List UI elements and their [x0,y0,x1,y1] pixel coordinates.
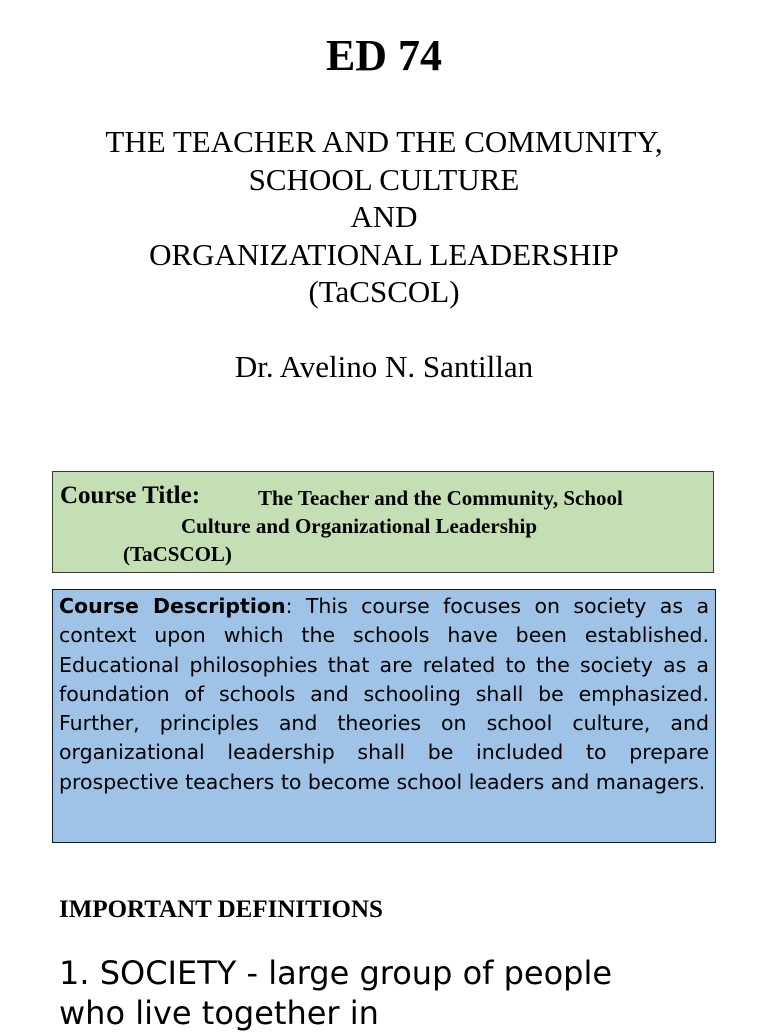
course-name-line: THE TEACHER AND THE COMMUNITY, [105,124,663,159]
author-name: Dr. Avelino N. Santillan [234,349,534,384]
course-title-line: Culture and Organizational Leadership [181,514,538,538]
definitions-heading: IMPORTANT DEFINITIONS [59,896,383,923]
course-name-abbreviation: (TaCSCOL) [308,274,460,309]
course-name-line: ORGANIZATIONAL LEADERSHIP [149,236,619,272]
course-title-line: The Teacher and the Community, School [258,486,623,510]
course-title-label: Course Title: [60,482,201,509]
course-code-title: ED 74 [325,31,443,80]
definition-item-society: 1. SOCIETY - large group of people who live together in [59,954,613,1032]
course-title-line: (TaCSCOL) [123,542,232,566]
course-name-line: SCHOOL CULTURE [248,161,520,197]
course-title-box [52,471,714,573]
course-description-box [52,589,716,843]
course-description-text: : This course focuses on society as a context upon which the schools have been established. Educational philosophies that are related to the society as a foundation of schools and schooling shall be emphasized. Further, principles and theories on school culture, and organizational leadership shall be included to prepare prospective teachers to become school leaders and managers. [59,594,710,794]
course-description-label: Course Description [59,594,286,618]
course-name-line: AND [350,199,418,234]
course-name-heading [0,123,768,311]
